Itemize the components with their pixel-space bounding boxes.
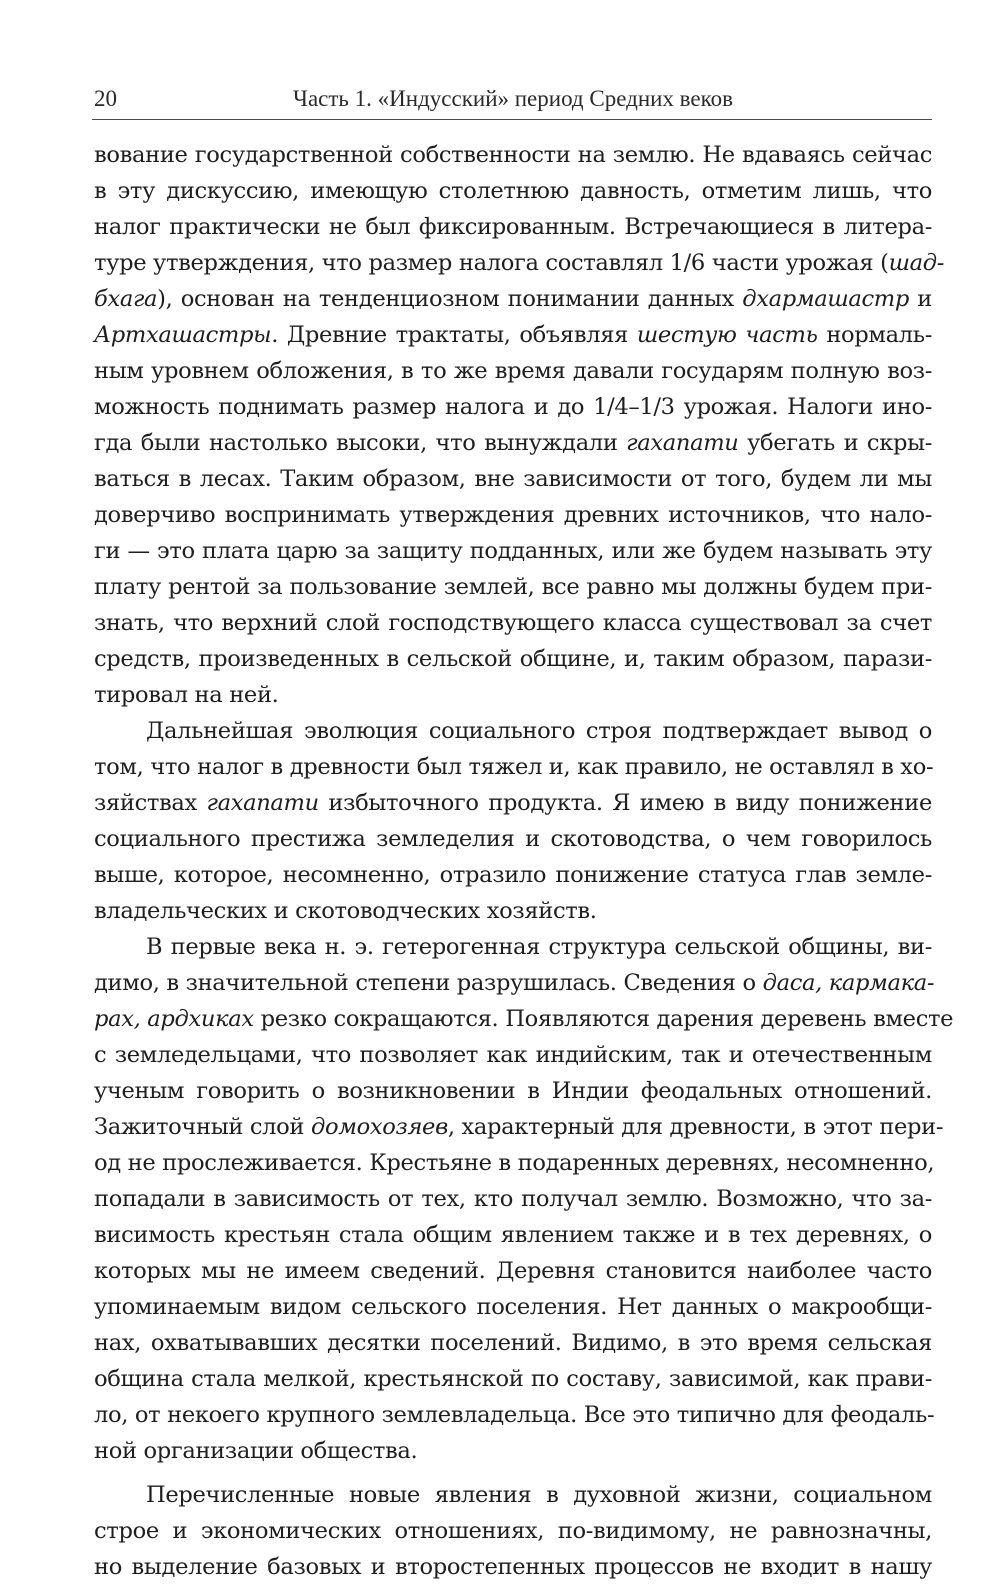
italic-term: рах, ардхиках [94,1006,254,1032]
text-line: упоминаемым видом сельского поселения. Нет данных о макрообщи- [94,1294,932,1320]
text-line: вование государственной собственности на землю. Не вдаваясь сейчас [94,142,932,168]
text-line: тировал на ней. [94,682,279,708]
text-line: зяйствах гахапати избыточного продукта. Я имею в виду понижение [94,790,932,816]
text-line: гда были настолько высоки, что вынуждали гахапати убегать и скры- [94,430,932,456]
italic-term: даса, кармака- [762,970,935,996]
text-line: с земледельцами, что позволяет как индийским, так и отечественным [94,1042,932,1068]
text-line: рах, ардхиках резко сокращаются. Появляются дарения деревень вместе [94,1006,954,1032]
text-line: средств, произведенных в сельской общине, и, таким образом, парази- [94,646,932,672]
text-line: которых мы не имеем сведений. Деревня становится наиболее часто [94,1258,932,1284]
paragraph-4 [94,1477,932,1585]
text-line: попадали в зависимость от тех, кто получал землю. Возможно, что за- [94,1186,932,1212]
italic-term: шестую часть [636,322,818,348]
text-line: Дальнейшая эволюция социального строя подтверждает вывод о [146,718,932,744]
italic-term: домохозяев [310,1114,448,1140]
italic-term: дхармашастр [742,286,909,312]
text-line: можность поднимать размер налога и до 1/4–1/3 урожая. Налоги ино- [94,394,932,420]
text-line: Перечисленные новые явления в духовной жизни, социальном [146,1482,932,1508]
text-line: община стала мелкой, крестьянской по составу, зависимой, как прави- [94,1366,932,1392]
body-text [94,137,954,1585]
text-line: выше, которое, несомненно, отразило понижение статуса глав земле- [94,862,932,888]
running-title: Часть 1. «Индусский» период Средних веков [293,86,733,111]
text-line: налог практически не был фиксированным. Встречающиеся в литера- [94,214,932,240]
italic-term: шад- [888,250,944,276]
text-line: ной организации общества. [94,1438,418,1464]
text-line: плату рентой за пользование землей, все равно мы должны будем при- [94,574,932,600]
italic-term: гахапати [206,790,319,816]
text-line: Зажиточный слой домохозяев, характерный для древности, в этот пери- [94,1114,944,1140]
italic-term: бхага [94,286,158,312]
paragraph-3 [94,929,954,1469]
text-line: доверчиво воспринимать утверждения древних источников, что нало- [94,502,932,528]
paragraph-gap [94,1469,932,1477]
text-line: социального престижа земледелия и скотоводства, о чем говорилось [94,826,932,852]
text-line: ги — это плата царю за защиту подданных, или же будем называть эту [94,538,932,564]
text-line: бхага), основан на тенденциозном понимании данных дхармашастр и [94,286,933,312]
header-rule [92,119,932,120]
paragraph-1 [94,137,944,713]
text-line: владельческих и скотоводческих хозяйств. [94,898,597,924]
italic-term: Артхашастры [94,322,272,348]
text-line: ло, от некоего крупного землевладельца. Все это типично для феодаль- [94,1402,935,1428]
text-line: од не прослеживается. Крестьяне в подаренных деревнях, несомненно, [94,1150,935,1176]
text-line: нах, охватывавших десятки поселений. Видимо, в это время сельская [94,1330,932,1356]
italic-term: гахапати [626,430,739,456]
text-line: ученым говорить о возникновении в Индии феодальных отношений. [94,1078,932,1104]
text-line: Артхашастры. Древние трактаты, объявляя шестую часть нормаль- [94,322,932,348]
text-line: туре утверждения, что размер налога составлял 1/6 части урожая (шад- [94,250,944,276]
text-line: ваться в лесах. Таким образом, вне зависимости от того, будем ли мы [94,466,932,492]
text-line: ным уровнем обложения, в то же время давали государям полную воз- [94,358,932,384]
text-line: но выделение базовых и второстепенных процессов не входит в нашу [94,1554,932,1580]
text-line: В первые века н. э. гетерогенная структура сельской общины, ви- [146,934,932,960]
text-line: строе и экономических отношениях, по-видимому, не равнозначны, [94,1518,932,1544]
text-line: том, что налог в древности был тяжел и, как правило, не оставлял в хо- [94,754,934,780]
text-line: в эту дискуссию, имеющую столетнюю давность, отметим лишь, что [94,178,932,204]
paragraph-2 [94,713,932,929]
text-line: димо, в значительной степени разрушилась. Сведения о даса, кармака- [94,970,935,996]
text-line: висимость крестьян стала общим явлением также и в тех деревнях, о [94,1222,932,1248]
text-line: знать, что верхний слой господствующего класса существовал за счет [94,610,932,636]
running-head [94,78,932,118]
page-number: 20 [94,86,117,111]
